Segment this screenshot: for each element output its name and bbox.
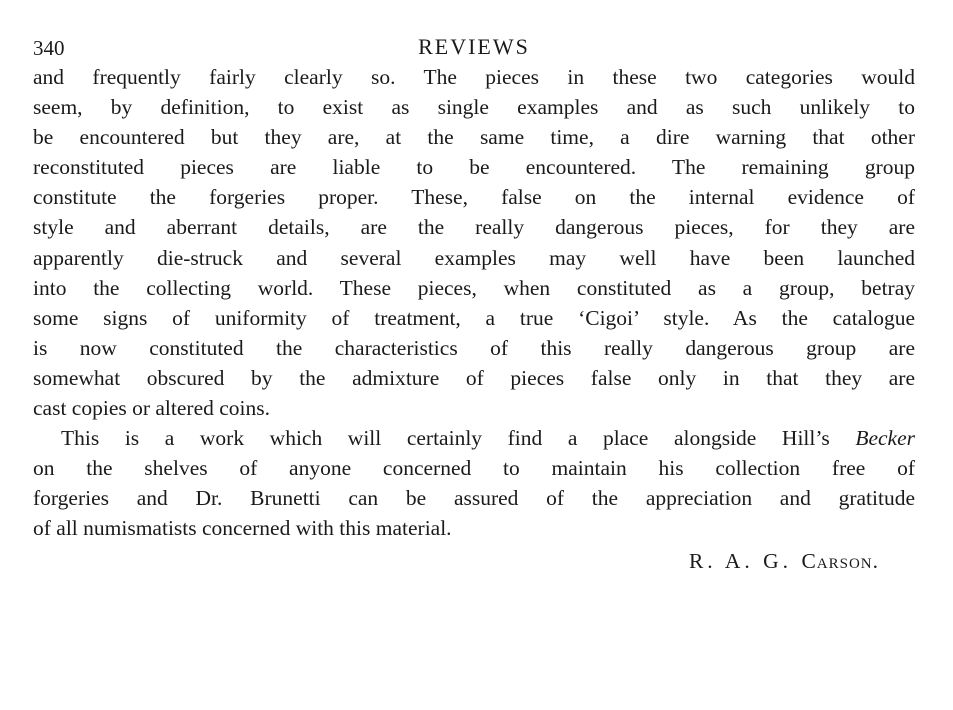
review-paragraph-1 (33, 62, 915, 423)
reviewer-surname: Carson. (801, 548, 879, 573)
text-line: and frequently fairly clearly so. The pieces in these two categories would (33, 65, 915, 89)
text-line: reconstituted pieces are liable to be encountered. The remaining group (33, 155, 915, 180)
text-line: seem, by definition, to exist as single examples and as such unlikely to (33, 95, 915, 120)
reviewer-signature (33, 546, 915, 576)
text-line: forgeries and Dr. Brunetti can be assured of the appreciation and gratitude (33, 486, 915, 511)
text-line: constitute the forgeries proper. These, false on the internal evidence of (33, 185, 915, 210)
text-line: apparently die-struck and several examples may well have been launched (33, 245, 915, 270)
text-line: on the shelves of anyone concerned to maintain his collection free of (33, 456, 915, 481)
reviewer-initials: R. A. G. (688, 548, 793, 573)
text-line: is now constituted the characteristics of this really dangerous group are (33, 335, 915, 360)
text-line: of all numismatists concerned with this material. (33, 516, 452, 541)
page (33, 30, 915, 576)
running-title: REVIEWS (418, 34, 530, 59)
text-line: be encountered but they are, at the same time, a dire warning that other (33, 125, 915, 150)
text-line: style and aberrant details, are the really dangerous pieces, for they are (33, 215, 915, 240)
running-head (33, 30, 915, 62)
text-line: somewhat obscured by the admixture of pieces false only in that they are (33, 365, 915, 390)
review-paragraph-2 (33, 423, 915, 543)
text-line: into the collecting world. These pieces, when constituted as a group, betray (33, 275, 915, 300)
book-title: Becker (855, 426, 915, 451)
text-line (33, 423, 915, 453)
text-line: some signs of uniformity of treatment, a true ‘Cigoi’ style. As the catalogue (33, 305, 915, 330)
text-line: cast copies or altered coins. (33, 396, 271, 421)
text-segment: This is a work which will certainly find a place alongside Hill’s (61, 426, 830, 451)
page-number: 340 (33, 36, 65, 60)
